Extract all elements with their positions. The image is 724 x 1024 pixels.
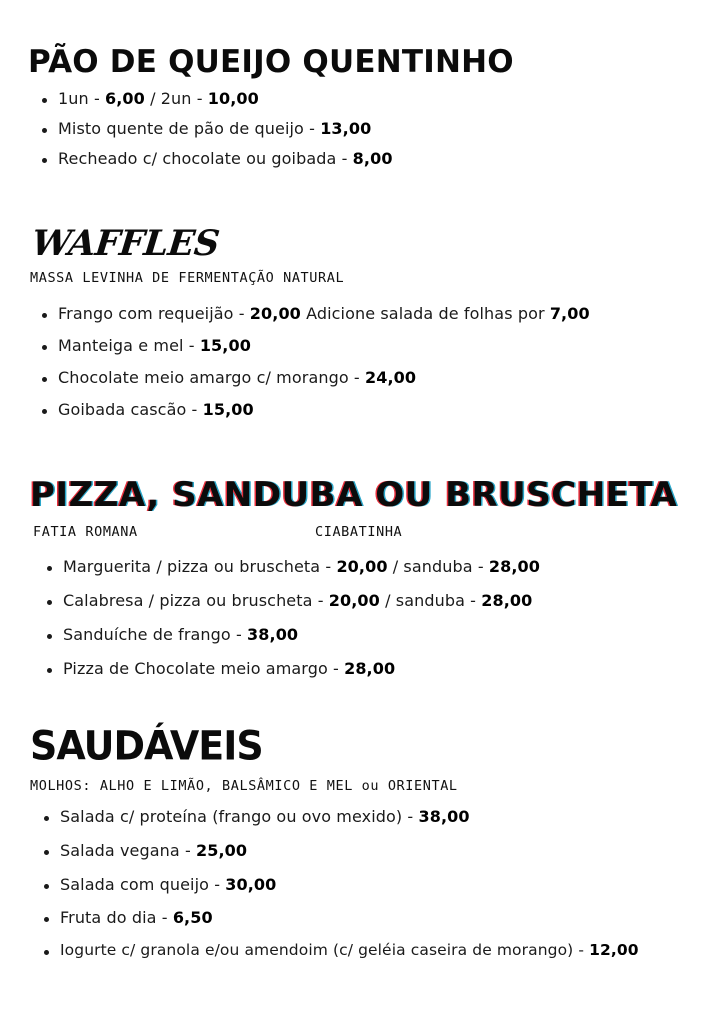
- item-price: 7,00: [549, 304, 590, 323]
- item-price: 38,00: [247, 625, 299, 644]
- menu-list: [63, 557, 540, 693]
- section-title: SAUDÁVEIS: [30, 722, 263, 770]
- section-subtitle: MOLHOS: ALHO E LIMÃO, BALSÂMICO E MEL ou ORIENTAL: [30, 778, 458, 794]
- menu-item: Calabresa / pizza ou bruscheta - 20,00 / sanduba - 28,00: [63, 591, 540, 625]
- item-price: 28,00: [344, 659, 396, 678]
- menu-item: Manteiga e mel - 15,00: [58, 336, 590, 368]
- item-price: 10,00: [207, 89, 259, 108]
- item-price: 8,00: [352, 149, 393, 168]
- item-price: 20,00: [328, 591, 380, 610]
- menu-item: Salada com queijo - 30,00: [60, 875, 639, 908]
- menu-item: Chocolate meio amargo c/ morango - 24,00: [58, 368, 590, 400]
- item-price: 20,00: [336, 557, 388, 576]
- menu-item: Misto quente de pão de queijo - 13,00: [58, 119, 393, 149]
- item-price: 28,00: [488, 557, 541, 576]
- menu-list: [58, 304, 590, 432]
- item-price: 12,00: [589, 941, 639, 959]
- section-subtitle: MASSA LEVINHA DE FERMENTAÇÃO NATURAL: [30, 270, 345, 286]
- menu-item: Marguerita / pizza ou bruscheta - 20,00 / sanduba - 28,00: [63, 557, 540, 591]
- section-title: WAFFLES: [29, 223, 222, 264]
- menu-item: Recheado c/ chocolate ou goibada - 8,00: [58, 149, 393, 179]
- item-price: 20,00: [249, 304, 301, 323]
- menu-list: [60, 807, 639, 974]
- menu-item: Pizza de Chocolate meio amargo - 28,00: [63, 659, 540, 693]
- menu-item: Iogurte c/ granola e/ou amendoim (c/ geléia caseira de morango) - 12,00: [60, 941, 639, 974]
- item-price: 15,00: [199, 336, 251, 355]
- item-price: 25,00: [196, 841, 248, 860]
- menu-item: Goibada cascão - 15,00: [58, 400, 590, 432]
- menu-item: Fruta do dia - 6,50: [60, 908, 639, 941]
- item-price: 28,00: [481, 591, 533, 610]
- item-price: 38,00: [418, 807, 470, 826]
- menu-item: Salada c/ proteína (frango ou ovo mexido) - 38,00: [60, 807, 639, 841]
- item-price: 24,00: [364, 368, 417, 387]
- section-subtitle-right: CIABATINHA: [315, 524, 403, 540]
- menu-item: Frango com requeijão - 20,00 Adicione salada de folhas por 7,00: [58, 304, 590, 336]
- menu-list: [58, 89, 393, 179]
- section-subtitle-left: FATIA ROMANA: [33, 524, 138, 540]
- item-price: 13,00: [320, 119, 372, 138]
- menu-item: 1un - 6,00 / 2un - 10,00: [58, 89, 393, 119]
- item-price: 6,00: [105, 89, 145, 108]
- item-price: 15,00: [202, 400, 254, 419]
- section-title: PIZZA, SANDUBA OU BRUSCHETA: [30, 475, 678, 515]
- item-price: 30,00: [225, 875, 277, 894]
- menu-item: Sanduíche de frango - 38,00: [63, 625, 540, 659]
- item-price: 6,50: [172, 908, 213, 927]
- menu-item: Salada vegana - 25,00: [60, 841, 639, 875]
- section-title: PÃO DE QUEIJO QUENTINHO: [28, 44, 514, 80]
